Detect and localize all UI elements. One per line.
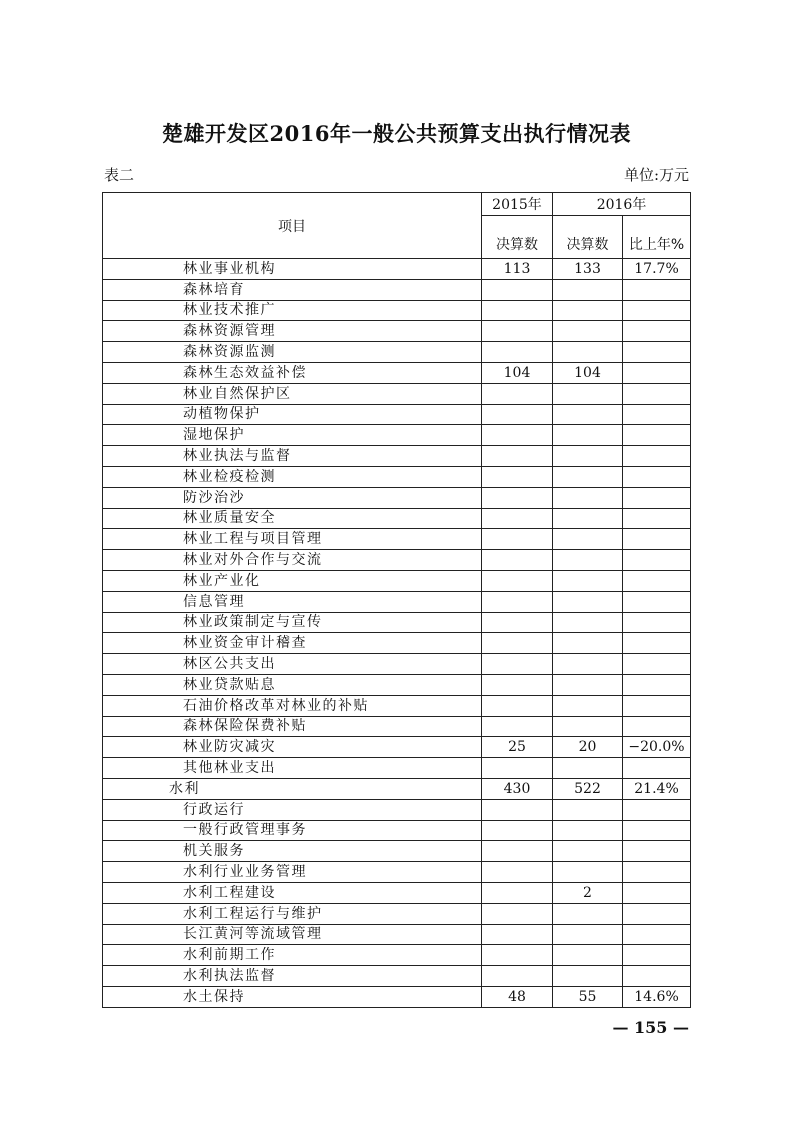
row-yoy-percent: [623, 924, 691, 945]
row-yoy-percent: [623, 446, 691, 467]
row-yoy-percent: [623, 466, 691, 487]
row-item-name: 林业技术推广: [103, 300, 482, 321]
row-actual-2015: [482, 466, 553, 487]
row-actual-2015: [482, 612, 553, 633]
row-yoy-percent: 17.7%: [623, 259, 691, 280]
table-row: [103, 820, 691, 841]
row-actual-2016: 2: [553, 882, 623, 903]
table-row: [103, 945, 691, 966]
row-actual-2016: [553, 820, 623, 841]
table-row: [103, 425, 691, 446]
table-row: [103, 550, 691, 571]
row-actual-2015: [482, 591, 553, 612]
table-row: [103, 446, 691, 467]
row-item-name: 水利工程建设: [103, 882, 482, 903]
row-actual-2016: 133: [553, 259, 623, 280]
row-item-name: 其他林业支出: [103, 758, 482, 779]
row-actual-2015: [482, 820, 553, 841]
row-actual-2016: [553, 966, 623, 987]
row-yoy-percent: [623, 591, 691, 612]
row-item-name: 林业自然保护区: [103, 383, 482, 404]
row-actual-2015: [482, 966, 553, 987]
row-actual-2016: [553, 446, 623, 467]
row-item-name: 信息管理: [103, 591, 482, 612]
row-item-name: 森林培育: [103, 279, 482, 300]
row-actual-2015: [482, 342, 553, 363]
table-row: [103, 966, 691, 987]
row-item-name: 林业质量安全: [103, 508, 482, 529]
row-yoy-percent: [623, 300, 691, 321]
row-actual-2016: [553, 799, 623, 820]
row-yoy-percent: [623, 862, 691, 883]
row-yoy-percent: 14.6%: [623, 986, 691, 1007]
table-row: [103, 529, 691, 550]
row-yoy-percent: 21.4%: [623, 778, 691, 799]
row-item-name: 动植物保护: [103, 404, 482, 425]
row-item-name: 林业执法与监督: [103, 446, 482, 467]
row-item-name: 湿地保护: [103, 425, 482, 446]
row-yoy-percent: [623, 903, 691, 924]
table-row: [103, 612, 691, 633]
row-yoy-percent: [623, 529, 691, 550]
row-item-name: 林业贷款贴息: [103, 674, 482, 695]
row-item-name: 林业检疫检测: [103, 466, 482, 487]
table-row: [103, 383, 691, 404]
header-yoy: 比上年%: [623, 216, 691, 259]
header-actual-2015: 决算数: [482, 216, 553, 259]
header-item: 项目: [103, 193, 482, 259]
row-actual-2016: [553, 758, 623, 779]
row-yoy-percent: [623, 508, 691, 529]
row-actual-2015: [482, 383, 553, 404]
row-yoy-percent: [623, 425, 691, 446]
table-row: [103, 758, 691, 779]
row-item-name: 石油价格改革对林业的补贴: [103, 695, 482, 716]
row-yoy-percent: [623, 654, 691, 675]
row-yoy-percent: [623, 799, 691, 820]
row-actual-2016: [553, 654, 623, 675]
table-row: [103, 300, 691, 321]
row-actual-2015: 25: [482, 737, 553, 758]
row-actual-2016: [553, 903, 623, 924]
unit-label: 单位:万元: [623, 166, 689, 184]
row-yoy-percent: [623, 882, 691, 903]
row-item-name: 林业防灾减灾: [103, 737, 482, 758]
row-yoy-percent: [623, 570, 691, 591]
row-actual-2016: [553, 945, 623, 966]
row-item-name: 水利前期工作: [103, 945, 482, 966]
table-row: [103, 986, 691, 1007]
row-yoy-percent: [623, 966, 691, 987]
row-item-name: 林业政策制定与宣传: [103, 612, 482, 633]
row-actual-2015: 113: [482, 259, 553, 280]
row-actual-2016: 20: [553, 737, 623, 758]
row-actual-2015: [482, 654, 553, 675]
row-item-name: 林区公共支出: [103, 654, 482, 675]
table-row: [103, 654, 691, 675]
row-item-name: 林业对外合作与交流: [103, 550, 482, 571]
table-row: [103, 362, 691, 383]
page-number: — 155 —: [612, 1018, 689, 1037]
row-actual-2016: [553, 695, 623, 716]
row-actual-2015: 104: [482, 362, 553, 383]
table-row: [103, 279, 691, 300]
row-actual-2016: 522: [553, 778, 623, 799]
row-actual-2015: [482, 487, 553, 508]
row-actual-2016: [553, 321, 623, 342]
row-actual-2015: [482, 924, 553, 945]
row-actual-2016: [553, 862, 623, 883]
table-row: [103, 841, 691, 862]
header-year-2016: 2016年: [553, 193, 691, 216]
row-actual-2015: [482, 695, 553, 716]
row-actual-2016: [553, 550, 623, 571]
row-yoy-percent: [623, 758, 691, 779]
table-row: [103, 404, 691, 425]
row-actual-2016: [553, 570, 623, 591]
table-row: [103, 924, 691, 945]
row-actual-2015: [482, 508, 553, 529]
row-yoy-percent: [623, 487, 691, 508]
row-actual-2016: [553, 508, 623, 529]
row-actual-2015: [482, 758, 553, 779]
row-yoy-percent: [623, 279, 691, 300]
row-actual-2015: [482, 550, 553, 571]
row-item-name: 长江黄河等流域管理: [103, 924, 482, 945]
row-yoy-percent: [623, 945, 691, 966]
row-actual-2015: [482, 862, 553, 883]
row-yoy-percent: [623, 612, 691, 633]
table-header: [103, 193, 691, 259]
row-actual-2016: [553, 716, 623, 737]
table-row: [103, 591, 691, 612]
row-actual-2016: [553, 342, 623, 363]
row-actual-2015: [482, 799, 553, 820]
row-actual-2015: [482, 674, 553, 695]
row-item-name: 林业产业化: [103, 570, 482, 591]
row-actual-2016: [553, 466, 623, 487]
row-actual-2016: [553, 404, 623, 425]
row-actual-2016: [553, 633, 623, 654]
row-actual-2015: [482, 446, 553, 467]
page-title: 楚雄开发区2016年一般公共预算支出执行情况表: [162, 121, 631, 146]
row-item-name: 一般行政管理事务: [103, 820, 482, 841]
row-yoy-percent: [623, 404, 691, 425]
table-row: [103, 487, 691, 508]
row-actual-2015: [482, 945, 553, 966]
row-actual-2016: [553, 591, 623, 612]
row-actual-2015: [482, 841, 553, 862]
row-actual-2015: [482, 633, 553, 654]
row-yoy-percent: −20.0%: [623, 737, 691, 758]
row-yoy-percent: [623, 383, 691, 404]
row-actual-2015: 430: [482, 778, 553, 799]
row-actual-2016: [553, 383, 623, 404]
row-actual-2015: [482, 570, 553, 591]
row-actual-2016: [553, 612, 623, 633]
row-actual-2016: 104: [553, 362, 623, 383]
row-actual-2015: [482, 903, 553, 924]
row-actual-2015: [482, 882, 553, 903]
row-item-name: 水利执法监督: [103, 966, 482, 987]
table-row: [103, 259, 691, 280]
table-row: [103, 570, 691, 591]
table-row: [103, 674, 691, 695]
row-yoy-percent: [623, 633, 691, 654]
row-yoy-percent: [623, 362, 691, 383]
table-row: [103, 466, 691, 487]
row-actual-2016: [553, 924, 623, 945]
row-yoy-percent: [623, 342, 691, 363]
row-item-name: 机关服务: [103, 841, 482, 862]
table-row: [103, 633, 691, 654]
row-item-name: 林业资金审计稽查: [103, 633, 482, 654]
row-actual-2016: [553, 674, 623, 695]
table-row: [103, 508, 691, 529]
table-row: [103, 903, 691, 924]
row-item-name: 森林保险保费补贴: [103, 716, 482, 737]
row-item-name: 林业工程与项目管理: [103, 529, 482, 550]
table-row: [103, 737, 691, 758]
row-actual-2016: 55: [553, 986, 623, 1007]
header-year-2015: 2015年: [482, 193, 553, 216]
row-yoy-percent: [623, 550, 691, 571]
row-item-name: 林业事业机构: [103, 259, 482, 280]
row-item-name: 森林资源管理: [103, 321, 482, 342]
row-yoy-percent: [623, 695, 691, 716]
row-item-name: 行政运行: [103, 799, 482, 820]
row-yoy-percent: [623, 716, 691, 737]
table-body: [103, 259, 691, 1008]
row-yoy-percent: [623, 820, 691, 841]
row-actual-2016: [553, 841, 623, 862]
row-actual-2015: [482, 529, 553, 550]
table-row: [103, 321, 691, 342]
row-actual-2016: [553, 300, 623, 321]
table-row: [103, 778, 691, 799]
table-row: [103, 695, 691, 716]
row-actual-2015: [482, 425, 553, 446]
header-actual-2016: 决算数: [553, 216, 623, 259]
row-actual-2016: [553, 425, 623, 446]
row-actual-2015: [482, 716, 553, 737]
row-yoy-percent: [623, 674, 691, 695]
row-yoy-percent: [623, 321, 691, 342]
row-actual-2015: 48: [482, 986, 553, 1007]
row-actual-2015: [482, 279, 553, 300]
row-actual-2015: [482, 300, 553, 321]
table-row: [103, 882, 691, 903]
row-actual-2016: [553, 529, 623, 550]
row-item-name: 森林生态效益补偿: [103, 362, 482, 383]
row-item-name: 水土保持: [103, 986, 482, 1007]
row-actual-2015: [482, 321, 553, 342]
table-number: 表二: [104, 166, 135, 184]
expenditure-table: [102, 192, 691, 1008]
table-row: [103, 862, 691, 883]
table-row: [103, 799, 691, 820]
row-item-name: 水利行业业务管理: [103, 862, 482, 883]
row-actual-2015: [482, 404, 553, 425]
table-row: [103, 342, 691, 363]
row-yoy-percent: [623, 841, 691, 862]
row-item-name: 水利工程运行与维护: [103, 903, 482, 924]
row-item-name: 防沙治沙: [103, 487, 482, 508]
row-item-name: 森林资源监测: [103, 342, 482, 363]
table-row: [103, 716, 691, 737]
row-item-name: 水利: [103, 778, 482, 799]
row-actual-2016: [553, 487, 623, 508]
row-actual-2016: [553, 279, 623, 300]
